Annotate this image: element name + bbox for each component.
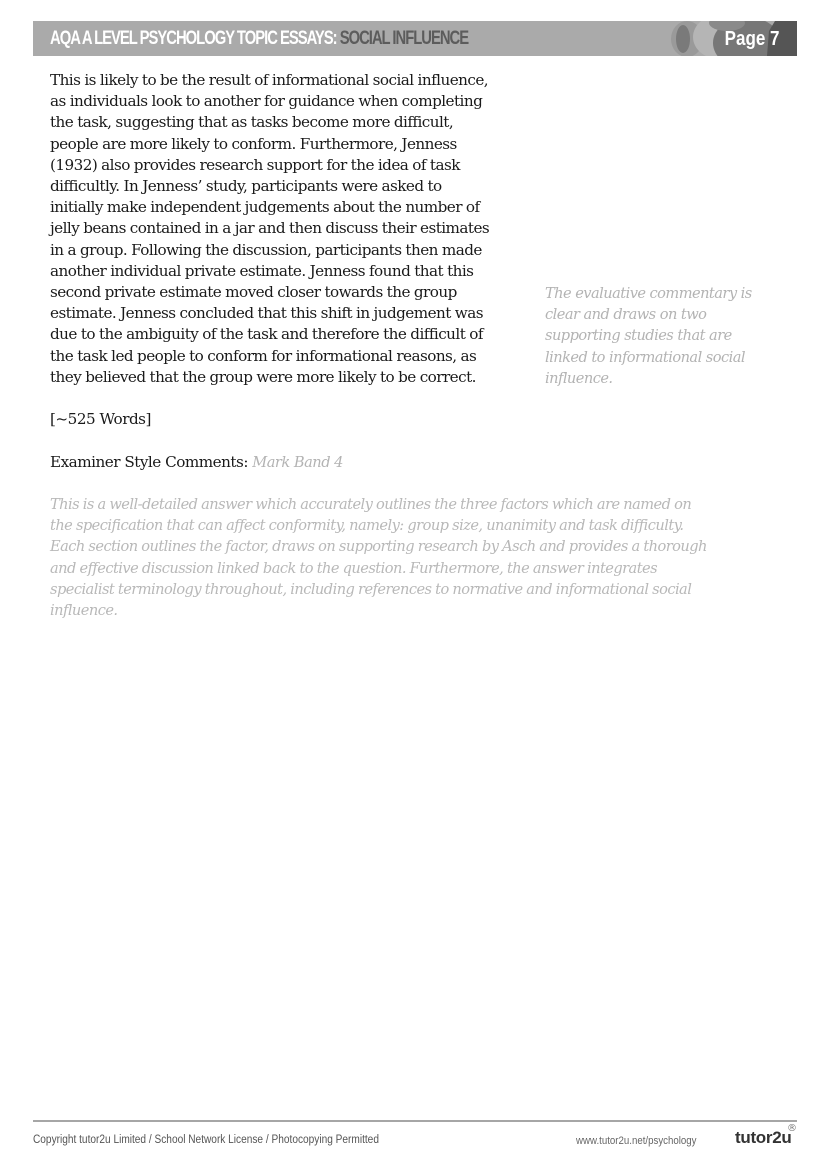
essay-line: as individuals look to another for guidance when completing	[50, 92, 483, 111]
essay-line: estimate. Jenness concluded that this shift in judgement was	[50, 304, 483, 323]
page-header	[33, 21, 797, 56]
essay-line: initially make independent judgements about the number of	[50, 198, 480, 217]
examiner-comments	[50, 494, 790, 621]
essay-line: difficultly. In Jenness’ study, participants were asked to	[50, 177, 442, 196]
comment-line: Each section outlines the factor, draws on supporting research by Asch and provides a thorough	[50, 538, 707, 556]
essay-line: second private estimate moved closer towards the group	[50, 283, 457, 302]
essay-line: in a group. Following the discussion, participants then made	[50, 240, 482, 259]
footer-url: www.tutor2u.net/psychology	[576, 1135, 697, 1147]
commentary-line: linked to informational social	[545, 348, 745, 366]
examiner-heading	[50, 452, 343, 473]
comment-line: and effective discussion linked back to the question. Furthermore, the answer integrates	[50, 559, 658, 577]
essay-paragraph	[50, 70, 530, 388]
commentary-line: supporting studies that are	[545, 327, 732, 345]
commentary-line: influence.	[545, 369, 613, 387]
essay-line: another individual private estimate. Jenness found that this	[50, 261, 474, 280]
logo-flower-icon: ®	[787, 1123, 797, 1134]
commentary-line: The evaluative commentary is	[545, 285, 752, 302]
margin-commentary	[545, 283, 785, 389]
essay-line: they believed that the group were more likely to be correct.	[50, 367, 476, 386]
tutor2u-logo: tutor2u	[735, 1128, 792, 1147]
title-topic: SOCIAL INFLUENCE	[339, 28, 469, 49]
footer-copyright: Copyright tutor2u Limited / School Network License / Photocopying Permitted	[33, 1134, 379, 1146]
examiner-label: Examiner Style Comments:	[50, 453, 253, 471]
essay-line: due to the ambiguity of the task and therefore the difficult of	[50, 325, 483, 344]
page-number: Page 7	[724, 28, 779, 50]
comment-line: the specification that can affect conformity, namely: group size, unanimity and task difficulty.	[50, 517, 684, 535]
essay-line: This is likely to be the result of informational social influence,	[50, 71, 489, 89]
mark-band: Mark Band 4	[252, 454, 343, 471]
comment-line: influence.	[50, 602, 118, 620]
comment-line: specialist terminology throughout, including references to normative and informational social	[50, 580, 692, 598]
essay-line: people are more likely to conform. Furthermore, Jenness	[50, 134, 457, 153]
footer-divider	[33, 1120, 797, 1122]
word-count: [~525 Words]	[50, 410, 151, 428]
essay-line: (1932) also provides research support for the idea of task	[50, 155, 460, 174]
commentary-line: clear and draws on two	[545, 306, 707, 324]
essay-line: the task, suggesting that as tasks become more difficult,	[50, 113, 454, 132]
title-prefix: AQA A LEVEL PSYCHOLOGY TOPIC ESSAYS:	[50, 28, 340, 49]
essay-line: the task led people to conform for informational reasons, as	[50, 346, 477, 365]
document-title	[50, 28, 468, 50]
essay-line: jelly beans contained in a jar and then discuss their estimates	[50, 219, 490, 238]
comment-line: This is a well-detailed answer which accurately outlines the three factors which are named on	[50, 496, 692, 513]
